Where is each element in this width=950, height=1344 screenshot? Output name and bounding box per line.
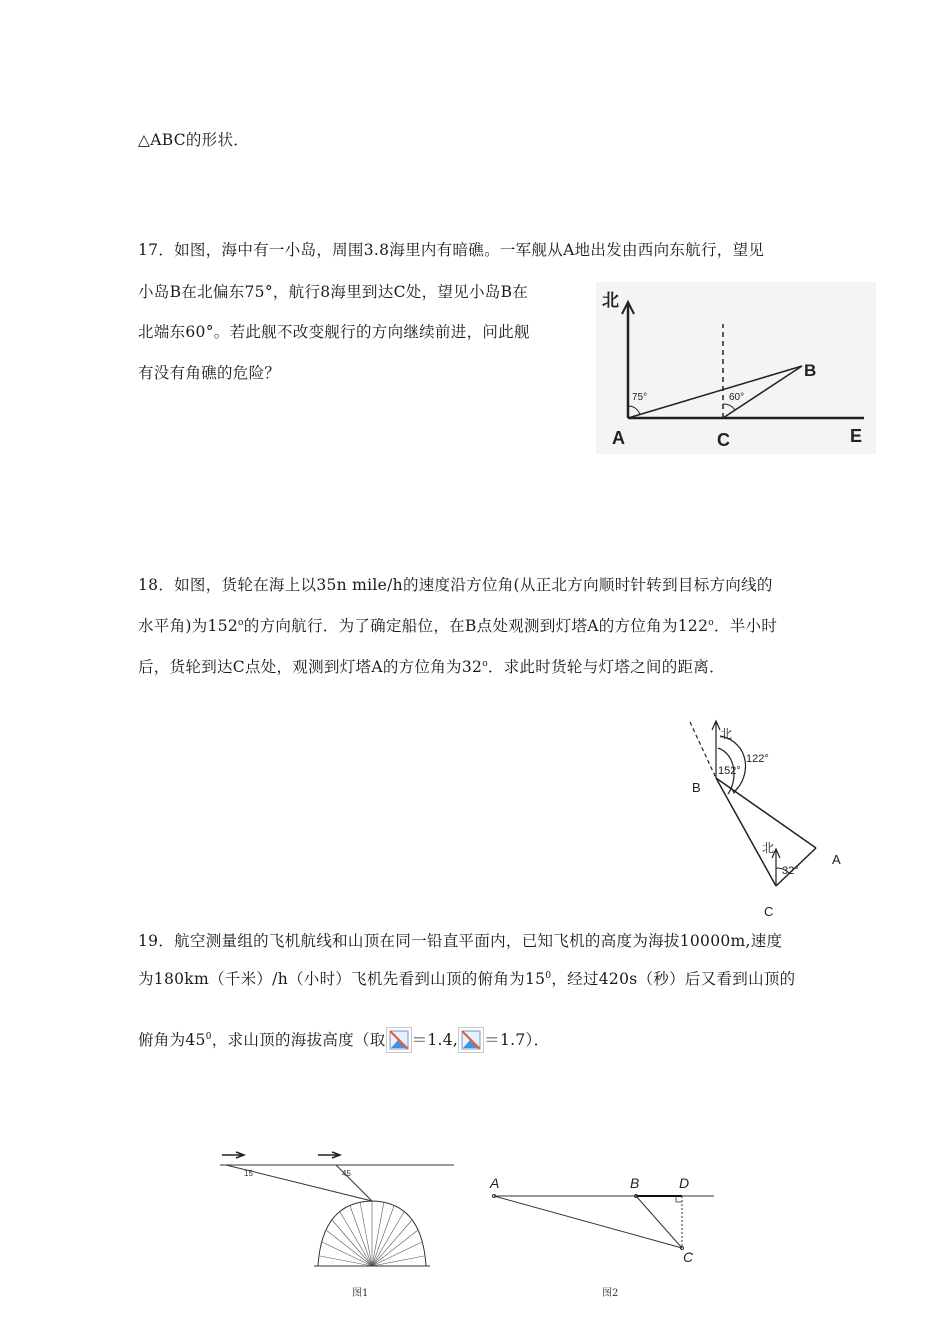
- q17-point-c: C: [717, 430, 730, 450]
- q18-dashed-extension: [690, 722, 716, 778]
- fig2-segment-ac: [494, 1196, 682, 1248]
- q18-line-2c: ．半小时: [713, 617, 778, 635]
- q18-angle-122-label: 122°: [746, 753, 769, 765]
- q18-degree-3: o: [482, 658, 488, 669]
- q18-degree-2: o: [708, 617, 714, 628]
- q18-point-c: C: [764, 904, 774, 919]
- fig2-caption: 图2: [602, 1288, 619, 1299]
- q17-angle-60-label: 60°: [729, 392, 745, 403]
- fig2-point-a: A: [490, 1175, 500, 1191]
- q18-figure: [680, 718, 860, 924]
- q18-line-1: 18．如图，货轮在海上以35n mile/h的速度沿方位角(从正北方向顺时针转到目标方向线的: [138, 576, 773, 594]
- q17-point-e: E: [850, 426, 863, 446]
- q19-line-2: [138, 967, 795, 989]
- q18-point-b: B: [692, 780, 701, 795]
- sqrt2-image-icon: [386, 1027, 412, 1053]
- q18-line-3b: ．求此时货轮与灯塔之间的距离．: [487, 658, 725, 676]
- q19-line-3b: ，求山顶的海拔高度（取: [211, 1031, 386, 1049]
- q18-line-2: [138, 614, 777, 636]
- q19-degree-2: 0: [205, 1031, 212, 1042]
- fig1-caption: 图1: [352, 1288, 369, 1299]
- q19-line-3: [138, 1027, 549, 1053]
- q19-value-2: ＝1.7: [484, 1031, 526, 1049]
- q19-line-1: 19．航空测量组的飞机航线和山顶在同一铅直平面内，已知飞机的高度为海拔10000m,速度: [138, 932, 783, 950]
- fig2-segment-bc: [636, 1196, 682, 1248]
- fig2-point-b: B: [630, 1175, 640, 1191]
- q18-line-3a: 后，货轮到达C点处，观测到灯塔A的方位角为32: [138, 658, 483, 676]
- q19-figure-1: [214, 1138, 460, 1272]
- q16-tail-text: △ABC的形状．: [138, 131, 250, 149]
- q18-degree-1: o: [238, 617, 244, 628]
- q17-line-4: 有没有角礁的危险？: [138, 364, 281, 382]
- fig1-angle-45-label: 45: [342, 1169, 351, 1178]
- q19-value-1: ＝1.4,: [411, 1031, 459, 1049]
- fig1-angle-15-label: 15: [244, 1169, 253, 1178]
- q17-north-label: 北: [602, 291, 619, 310]
- q19-tail: ）．: [525, 1031, 550, 1049]
- q18-angle-32-label: 32°: [782, 865, 799, 877]
- q17-point-a: A: [612, 428, 625, 448]
- q17-figure-bg: [596, 282, 876, 454]
- q19-line-2a: 为180km（千米）/h（小时）飞机先看到山顶的俯角为15: [138, 970, 546, 988]
- q17-angle-75-label: 75°: [632, 392, 648, 403]
- fig1-mountain-hatching: [320, 1201, 424, 1266]
- fig2-point-c: C: [683, 1249, 694, 1265]
- q18-segment-bc: [716, 778, 776, 886]
- q18-line-2b: 的方向航行．为了确定船位，在B点处观测到灯塔A的方位角为122: [243, 617, 709, 635]
- q18-angle-152-label: 152°: [718, 765, 741, 777]
- q18-north-label-c: 北: [762, 841, 775, 855]
- sqrt3-image-icon: [458, 1027, 484, 1053]
- fig2-point-d: D: [679, 1175, 690, 1191]
- q17-line-3: 北端东60°。若此舰不改变舰行的方向继续前进，问此舰: [138, 323, 530, 341]
- fig1-plane-1-icon: [222, 1152, 244, 1158]
- q19-degree-1: 0: [545, 970, 552, 981]
- q17-figure: [596, 282, 876, 454]
- q18-line-2a: 水平角)为152: [138, 617, 239, 635]
- q19-line-2b: ，经过420s（秒）后又看到山顶的: [551, 970, 796, 988]
- q19-figure-2: [486, 1170, 720, 1266]
- fig1-plane-2-icon: [318, 1152, 340, 1158]
- q19-line-3a: 俯角为45: [138, 1031, 206, 1049]
- q17-line-1: 17．如图，海中有一小岛，周围3.8海里内有暗礁。一军舰从A地出发由西向东航行，望见: [138, 241, 765, 259]
- q18-line-3: [138, 655, 725, 677]
- q18-north-label-b: 北: [720, 727, 733, 741]
- q18-point-a: A: [832, 852, 841, 867]
- q17-line-2: 小岛B在北偏东75°，航行8海里到达C处，望见小岛B在: [138, 283, 529, 301]
- q17-point-b: B: [804, 361, 817, 380]
